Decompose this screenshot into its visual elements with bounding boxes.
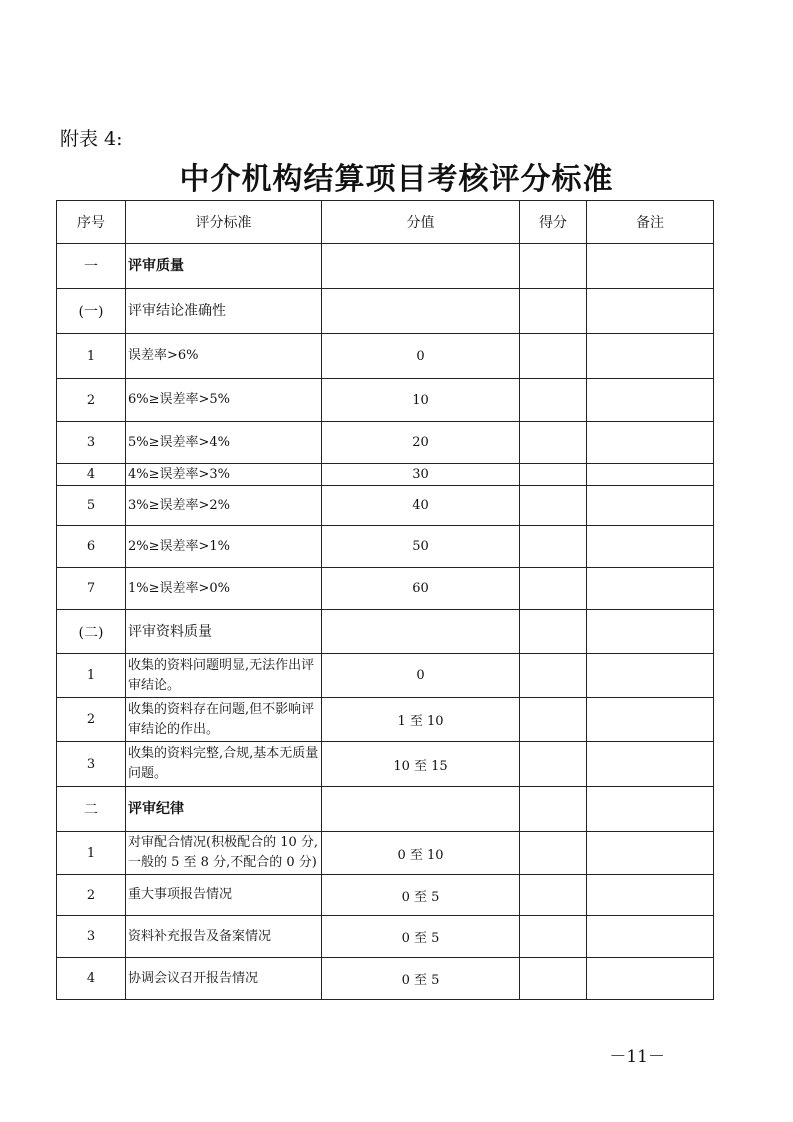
- row-remark: [587, 654, 714, 698]
- row-no: 7: [57, 568, 126, 610]
- row-remark: [587, 698, 714, 742]
- row-got: [520, 244, 587, 289]
- row-got: [520, 742, 587, 787]
- table-row: [57, 787, 714, 832]
- row-remark: [587, 787, 714, 832]
- row-standard: 收集的资料完整,合规,基本无质量问题。: [126, 742, 322, 787]
- row-standard: 评审纪律: [126, 787, 322, 832]
- row-remark: [587, 568, 714, 610]
- row-got: [520, 334, 587, 379]
- row-standard: 6%≥误差率>5%: [126, 379, 322, 422]
- row-standard: 协调会议召开报告情况: [126, 958, 322, 1000]
- row-remark: [587, 610, 714, 654]
- row-score: 0: [322, 654, 520, 698]
- row-standard: 3%≥误差率>2%: [126, 486, 322, 526]
- row-score: 20: [322, 422, 520, 464]
- header-score: 分值: [322, 201, 520, 244]
- row-no: 一: [57, 244, 126, 289]
- table-row: [57, 379, 714, 422]
- row-got: [520, 958, 587, 1000]
- table-row: [57, 422, 714, 464]
- row-no: 4: [57, 958, 126, 1000]
- header-standard: 评分标准: [126, 201, 322, 244]
- row-standard: 收集的资料存在问题,但不影响评审结论的作出。: [126, 698, 322, 742]
- row-remark: [587, 486, 714, 526]
- table-row: [57, 464, 714, 486]
- row-no: 3: [57, 742, 126, 787]
- row-score: 0: [322, 334, 520, 379]
- row-standard: 2%≥误差率>1%: [126, 526, 322, 568]
- row-no: 4: [57, 464, 126, 486]
- row-got: [520, 379, 587, 422]
- table-row: [57, 289, 714, 334]
- row-standard: 4%≥误差率>3%: [126, 464, 322, 486]
- row-standard: 5%≥误差率>4%: [126, 422, 322, 464]
- row-got: [520, 464, 587, 486]
- row-score: [322, 787, 520, 832]
- row-remark: [587, 422, 714, 464]
- row-score: [322, 244, 520, 289]
- row-score: 50: [322, 526, 520, 568]
- row-got: [520, 526, 587, 568]
- row-remark: [587, 916, 714, 958]
- row-standard: 评审结论准确性: [126, 289, 322, 334]
- header-remark: 备注: [587, 201, 714, 244]
- row-got: [520, 787, 587, 832]
- row-got: [520, 422, 587, 464]
- row-got: [520, 875, 587, 916]
- row-remark: [587, 742, 714, 787]
- table-row: [57, 698, 714, 742]
- table-row: [57, 832, 714, 875]
- row-remark: [587, 832, 714, 875]
- row-got: [520, 289, 587, 334]
- table-row: [57, 334, 714, 379]
- row-remark: [587, 244, 714, 289]
- row-remark: [587, 379, 714, 422]
- table-header-row: [57, 201, 714, 244]
- row-no: 1: [57, 654, 126, 698]
- row-score: 0 至 5: [322, 958, 520, 1000]
- row-standard: 对审配合情况(积极配合的 10 分,一般的 5 至 8 分,不配合的 0 分): [126, 832, 322, 875]
- row-got: [520, 610, 587, 654]
- table-row: [57, 610, 714, 654]
- row-no: 3: [57, 422, 126, 464]
- row-standard: 评审质量: [126, 244, 322, 289]
- row-score: 40: [322, 486, 520, 526]
- row-got: [520, 916, 587, 958]
- row-score: 30: [322, 464, 520, 486]
- table-row: [57, 958, 714, 1000]
- row-no: (一): [57, 289, 126, 334]
- table-row: [57, 875, 714, 916]
- scoring-table: [56, 200, 714, 1000]
- row-score: 1 至 10: [322, 698, 520, 742]
- row-score: 10 至 15: [322, 742, 520, 787]
- row-no: 二: [57, 787, 126, 832]
- row-standard: 收集的资料问题明显,无法作出评审结论。: [126, 654, 322, 698]
- row-remark: [587, 289, 714, 334]
- row-no: 2: [57, 379, 126, 422]
- row-score: [322, 289, 520, 334]
- row-score: 60: [322, 568, 520, 610]
- row-no: 6: [57, 526, 126, 568]
- header-got: 得分: [520, 201, 587, 244]
- row-score: 0 至 5: [322, 875, 520, 916]
- table-row: [57, 916, 714, 958]
- row-no: 1: [57, 334, 126, 379]
- row-remark: [587, 958, 714, 1000]
- page-number: －11－: [609, 1047, 665, 1067]
- row-standard: 评审资料质量: [126, 610, 322, 654]
- row-remark: [587, 334, 714, 379]
- appendix-label: 附表 4:: [60, 128, 123, 150]
- row-standard: 重大事项报告情况: [126, 875, 322, 916]
- row-standard: 误差率>6%: [126, 334, 322, 379]
- row-score: 0 至 5: [322, 916, 520, 958]
- row-standard: 资料补充报告及备案情况: [126, 916, 322, 958]
- row-got: [520, 832, 587, 875]
- table-row: [57, 654, 714, 698]
- row-no: 2: [57, 698, 126, 742]
- row-got: [520, 568, 587, 610]
- document-title: 中介机构结算项目考核评分标准: [179, 162, 614, 197]
- row-remark: [587, 526, 714, 568]
- row-got: [520, 654, 587, 698]
- table-row: [57, 244, 714, 289]
- row-score: 0 至 10: [322, 832, 520, 875]
- row-no: 3: [57, 916, 126, 958]
- row-standard: 1%≥误差率>0%: [126, 568, 322, 610]
- row-no: 5: [57, 486, 126, 526]
- row-remark: [587, 464, 714, 486]
- row-score: 10: [322, 379, 520, 422]
- table-row: [57, 568, 714, 610]
- table-row: [57, 742, 714, 787]
- row-got: [520, 486, 587, 526]
- row-got: [520, 698, 587, 742]
- table-row: [57, 526, 714, 568]
- row-no: 1: [57, 832, 126, 875]
- row-no: (二): [57, 610, 126, 654]
- row-remark: [587, 875, 714, 916]
- row-score: [322, 610, 520, 654]
- table-row: [57, 486, 714, 526]
- header-no: 序号: [57, 201, 126, 244]
- row-no: 2: [57, 875, 126, 916]
